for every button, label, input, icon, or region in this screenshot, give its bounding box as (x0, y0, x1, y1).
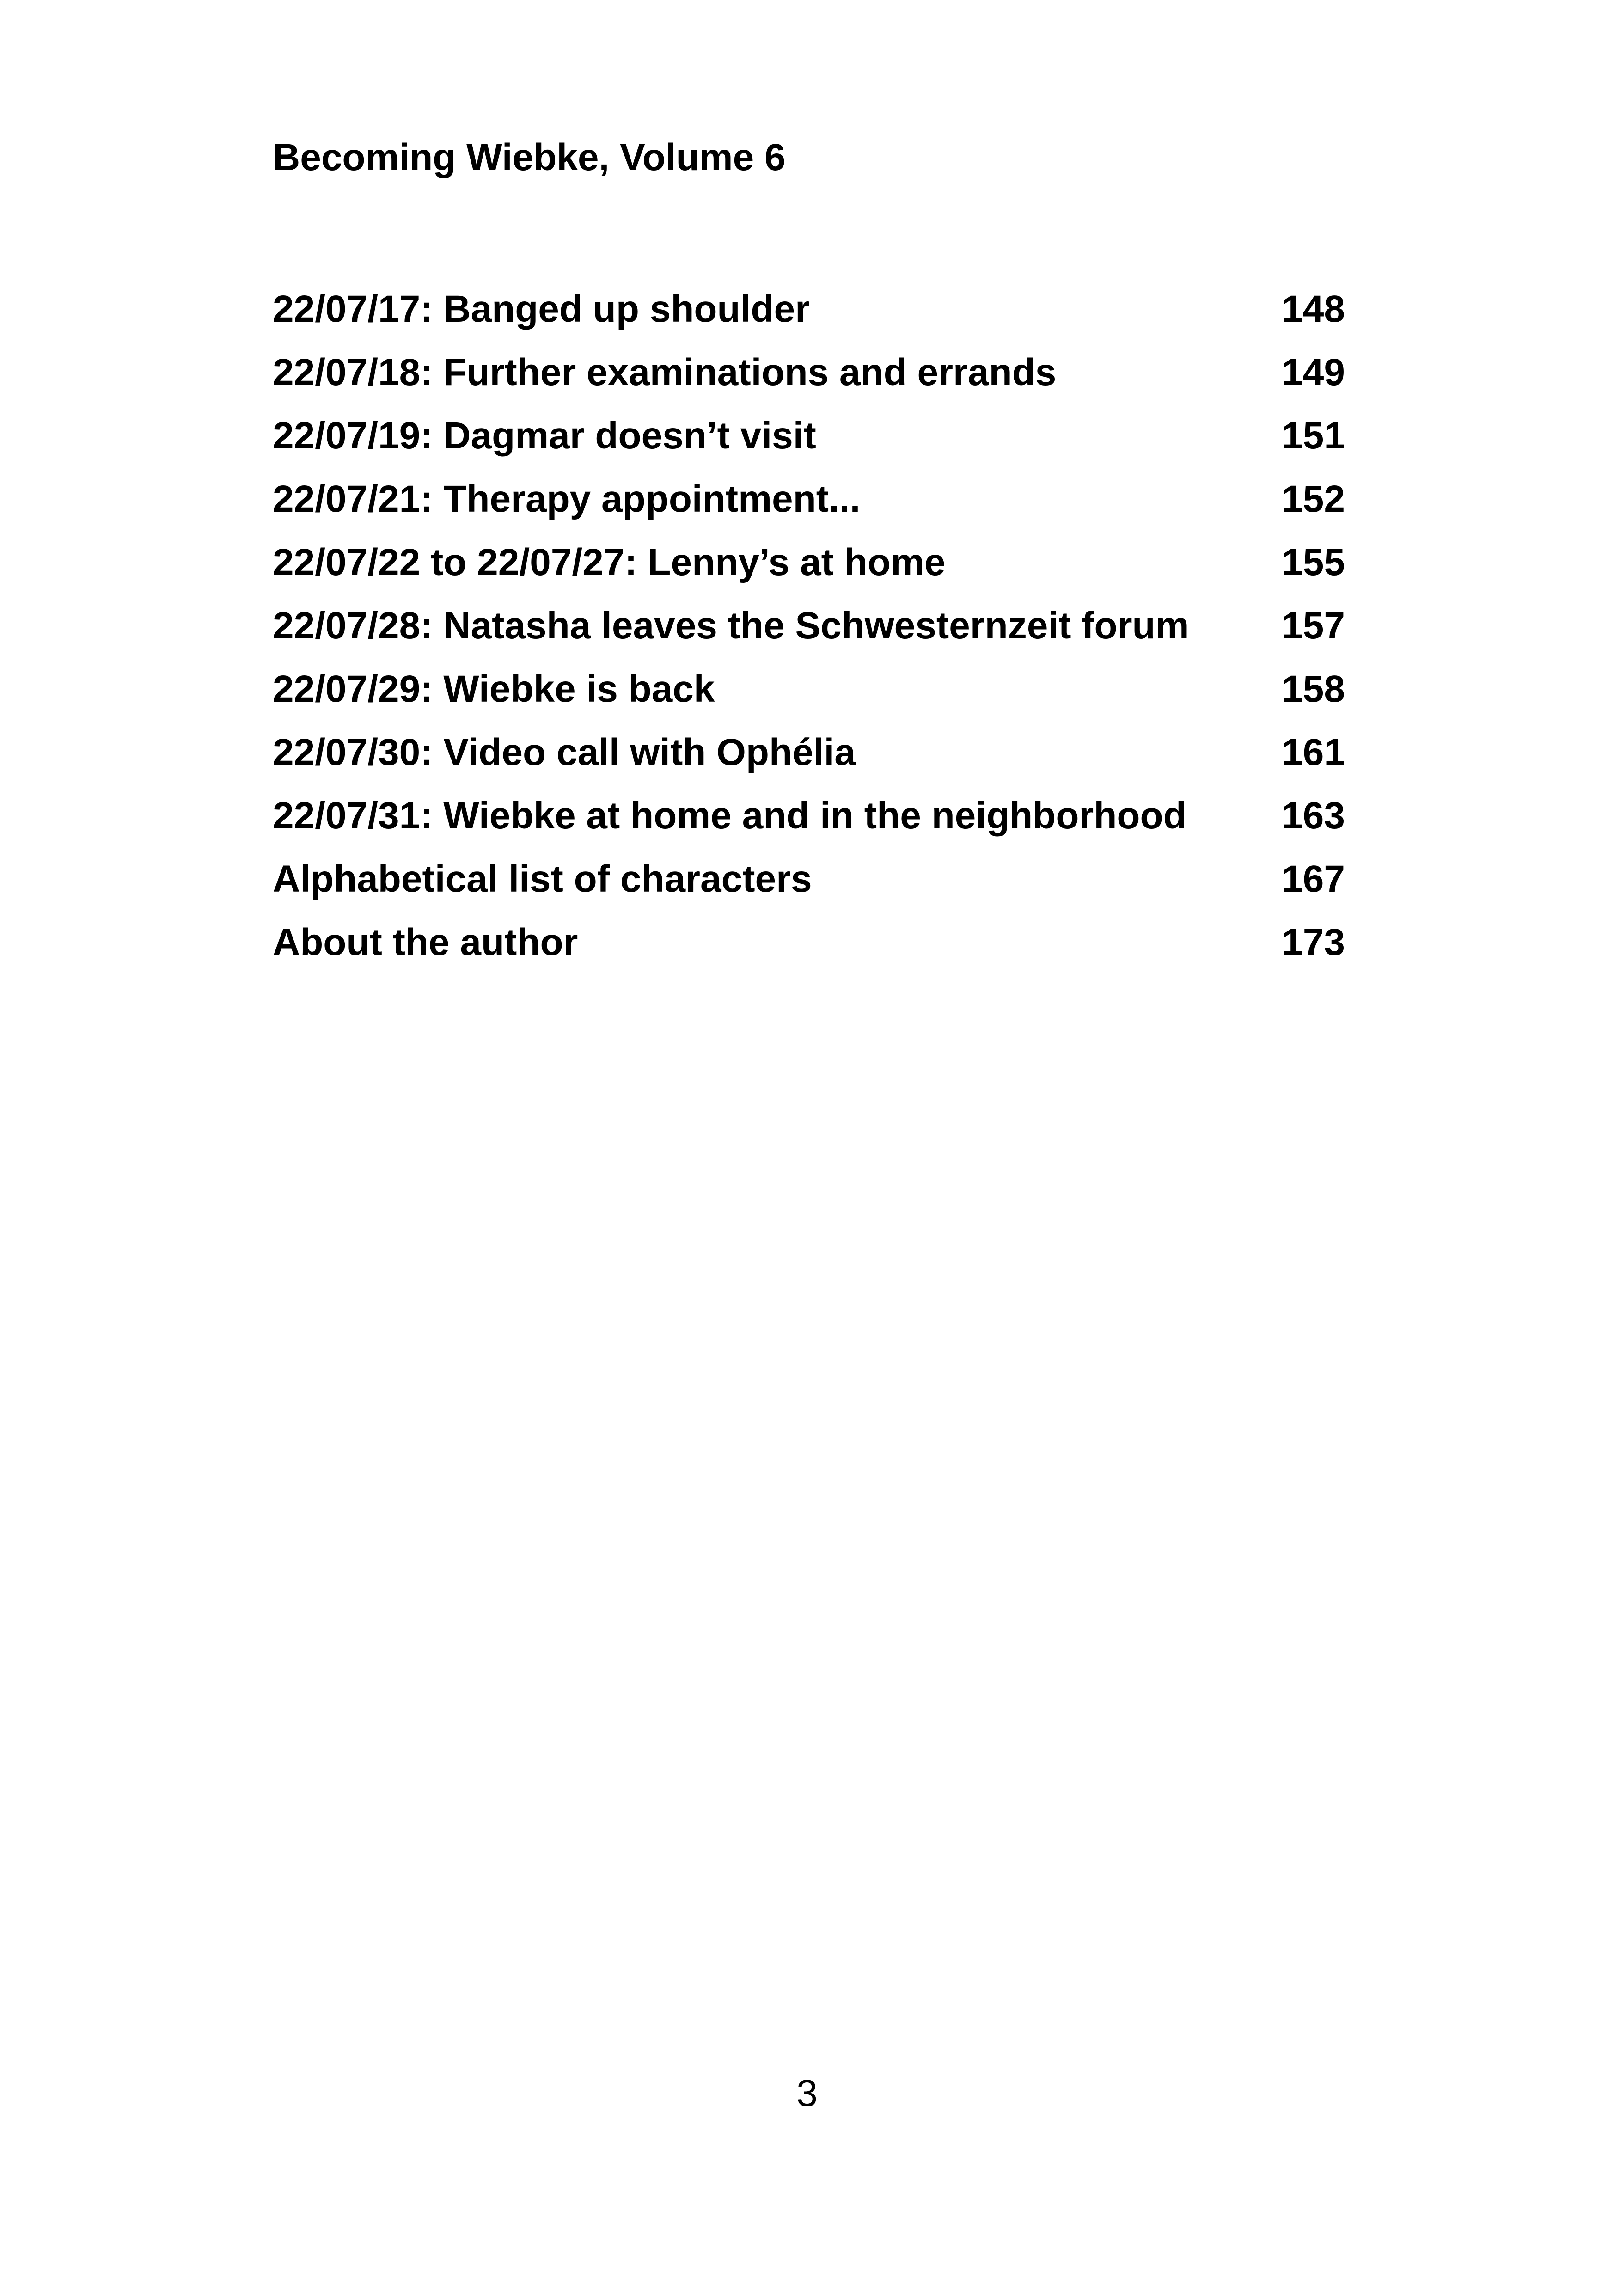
toc-entry-title: 22/07/31: Wiebke at home and in the neighborhood (273, 795, 1186, 837)
toc-entry-title: 22/07/19: Dagmar doesn’t visit (273, 415, 816, 457)
toc-entry (273, 847, 1345, 911)
toc-entry (273, 341, 1345, 404)
toc-entry-title: 22/07/22 to 22/07/27: Lenny’s at home (273, 541, 946, 583)
toc-entry (273, 911, 1345, 974)
table-of-contents (273, 277, 1345, 974)
toc-entry-page: 151 (1282, 415, 1345, 457)
toc-entry-title: 22/07/18: Further examinations and errands (273, 351, 1057, 393)
toc-entry (273, 784, 1345, 847)
toc-entry-page: 158 (1282, 668, 1345, 710)
toc-entry (273, 721, 1345, 784)
toc-entry-title: 22/07/17: Banged up shoulder (273, 288, 810, 330)
toc-entry-page: 167 (1282, 858, 1345, 900)
toc-entry (273, 594, 1345, 657)
toc-entry-title: About the author (273, 921, 578, 963)
toc-entry-page: 161 (1282, 731, 1345, 773)
toc-entry (273, 657, 1345, 721)
toc-entry-title: 22/07/28: Natasha leaves the Schwesternzeit forum (273, 605, 1189, 647)
toc-entry-page: 163 (1282, 795, 1345, 837)
toc-entry (273, 467, 1345, 531)
toc-entry-page: 149 (1282, 351, 1345, 393)
toc-entry-title: 22/07/29: Wiebke is back (273, 668, 715, 710)
toc-entry-page: 148 (1282, 288, 1345, 330)
toc-entry (273, 404, 1345, 467)
toc-entry-page: 152 (1282, 478, 1345, 520)
toc-entry-title: 22/07/30: Video call with Ophélia (273, 731, 856, 773)
page-number: 3 (796, 2072, 818, 2114)
toc-entry-page: 173 (1282, 921, 1345, 963)
toc-entry-title: 22/07/21: Therapy appointment... (273, 478, 861, 520)
toc-entry (273, 531, 1345, 594)
toc-entry-page: 155 (1282, 541, 1345, 583)
toc-entry (273, 277, 1345, 341)
toc-entry-page: 157 (1282, 605, 1345, 647)
running-header-title: Becoming Wiebke, Volume 6 (273, 136, 786, 178)
toc-entry-title: Alphabetical list of characters (273, 858, 812, 900)
